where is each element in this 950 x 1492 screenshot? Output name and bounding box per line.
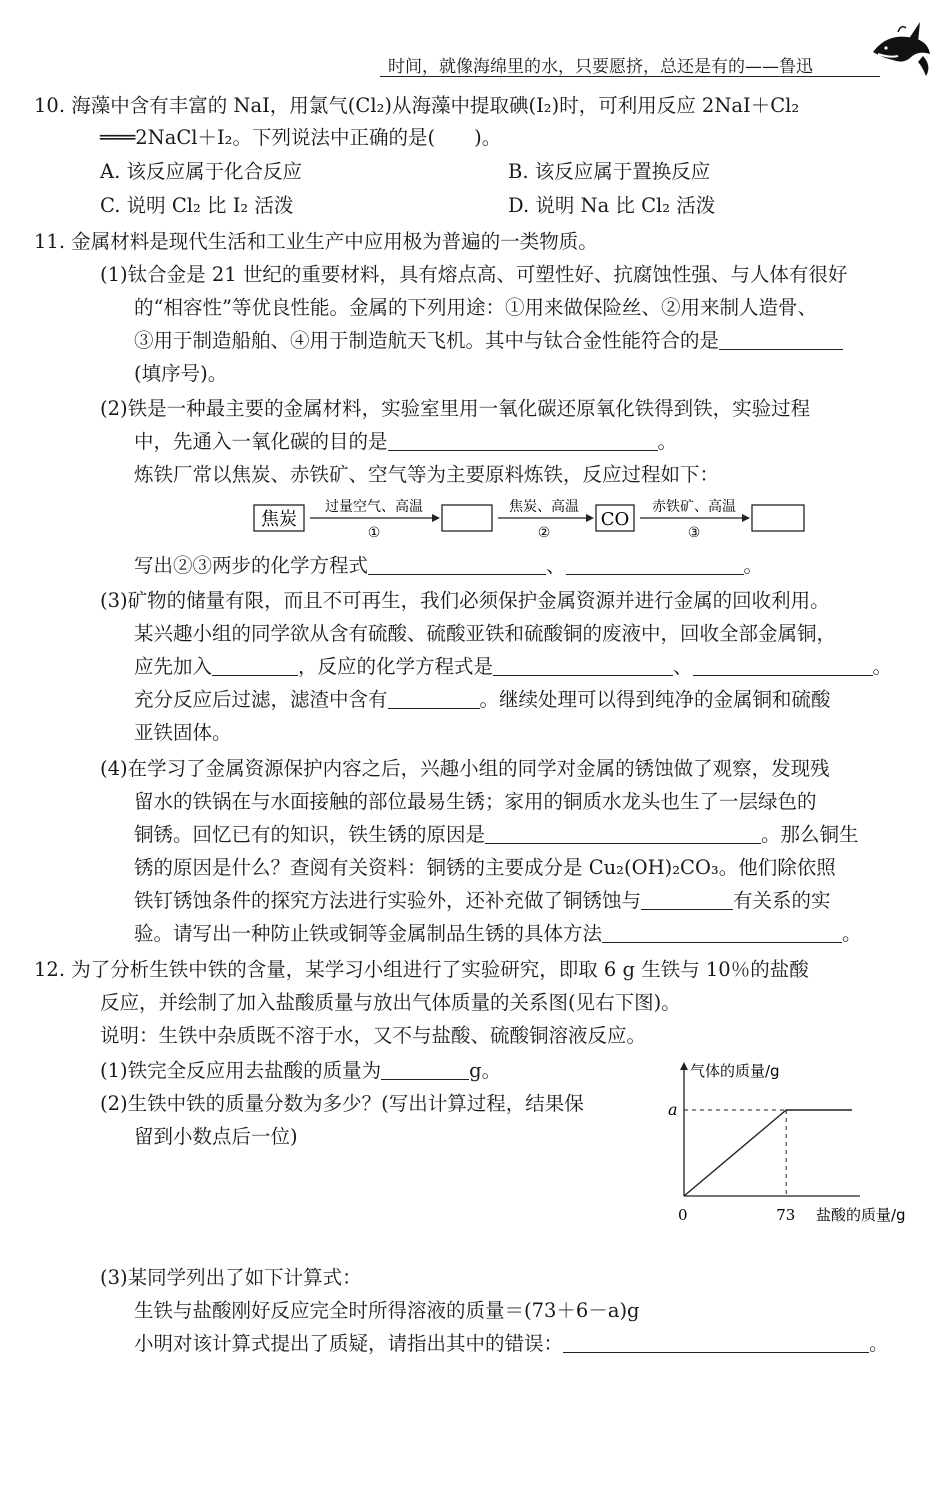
q12-sub2-line1: (2)生铁中铁的质量分数为多少？(写出计算过程，结果保 bbox=[100, 1092, 584, 1115]
header-motto: 时间，就像海绵里的水，只要愿挤，总还是有的——鲁迅 bbox=[388, 57, 813, 77]
flow-arrow-2-step: ② bbox=[537, 525, 551, 541]
q11-reaction-blank-1[interactable] bbox=[493, 657, 673, 676]
q11-part3-line3: 应先加入 ，反应的化学方程式是 、 。 bbox=[134, 655, 893, 678]
q11-part1-line4: (填序号)。 bbox=[134, 362, 228, 385]
q11-equation-blank-3[interactable] bbox=[566, 556, 744, 575]
q11-part3-line2: 某兴趣小组的同学欲从含有硫酸、硫酸亚铁和硫酸铜的废液中，回收全部金属铜， bbox=[134, 622, 837, 645]
flow-box-co-label: CO bbox=[600, 509, 630, 530]
gas-series-line bbox=[684, 1110, 852, 1196]
ironmaking-flow-diagram bbox=[252, 495, 812, 543]
flow-arrow-2-condition: 焦炭、高温 bbox=[509, 499, 579, 515]
q11-part1-line3: ③用于制造船舶、④用于制造航天飞机。其中与钛合金性能符合的是 bbox=[134, 331, 843, 351]
x-tick-label-73: 73 bbox=[776, 1206, 796, 1224]
q11-part3-line4: 充分反应后过滤，滤渣中含有 。继续处理可以得到纯净的金属铜和硫酸 bbox=[134, 688, 831, 711]
y-tick-label-a: a bbox=[668, 1100, 678, 1119]
flow-box-blank-2[interactable] bbox=[752, 505, 804, 531]
q11-part1-answer-blank[interactable] bbox=[719, 331, 843, 350]
flow-arrow-1-step: ① bbox=[367, 525, 381, 541]
q12-error-blank[interactable] bbox=[563, 1334, 869, 1353]
q11-part1-line1: (1)钛合金是 21 世纪的重要材料，具有熔点高、可塑性好、抗腐蚀性强、与人体有很好 bbox=[100, 263, 848, 286]
q10-option-d: D. 说明 Na 比 Cl₂ 活泼 bbox=[508, 194, 716, 217]
q10-stem-line1: 10. 海藻中含有丰富的 NaI，用氯气(Cl₂)从海藻中提取碘(I₂)时，可利用反应 2NaI＋Cl₂ bbox=[34, 94, 800, 117]
origin-label: 0 bbox=[678, 1206, 688, 1224]
q12-stem-line2: 反应，并绘制了加入盐酸质量与放出气体质量的关系图(见右下图)。 bbox=[100, 991, 681, 1014]
q11-part3-line1: (3)矿物的储量有限，而且不可再生，我们必须保护金属资源并进行金属的回收利用。 bbox=[100, 589, 830, 612]
q12-sub1: (1)铁完全反应用去盐酸的质量为 g。 bbox=[100, 1059, 502, 1082]
q11-reaction-blank-2[interactable] bbox=[693, 657, 873, 676]
q11-part4-line3: 铜锈。回忆已有的知识，铁生锈的原因是 。那么铜生 bbox=[134, 823, 859, 846]
q11-part1-line2: 的“相容性”等优良性能。金属的下列用途：①用来做保险丝、②用来制人造骨、 bbox=[134, 296, 817, 319]
q11-part2-line1: (2)铁是一种最主要的金属材料，实验室里用一氧化碳还原氧化铁得到铁，实验过程 bbox=[100, 397, 811, 420]
q10-stem-line2: ═══2NaCl＋I₂。下列说法中正确的是( )。 bbox=[100, 126, 502, 149]
q11-copper-rust-factor-blank[interactable] bbox=[641, 891, 733, 910]
q10-option-a: A. 该反应属于化合反应 bbox=[100, 160, 302, 183]
flow-arrow-3-step: ③ bbox=[687, 525, 701, 541]
q11-part4-line6: 验。请写出一种防止铁或铜等金属制品生锈的具体方法 。 bbox=[134, 922, 862, 945]
q12-sub2-line2: 留到小数点后一位) bbox=[134, 1125, 298, 1148]
q12-sub3-line1: (3)某同学列出了如下计算式： bbox=[100, 1266, 362, 1289]
q11-part4-line1: (4)在学习了金属资源保护内容之后，兴趣小组的同学对金属的锈蚀做了观察，发现残 bbox=[100, 757, 830, 780]
flow-arrow-1-condition: 过量空气、高温 bbox=[325, 499, 423, 515]
whale-icon bbox=[868, 14, 938, 84]
flow-box-coke-label: 焦炭 bbox=[261, 509, 297, 530]
q11-rust-cause-blank[interactable] bbox=[485, 825, 761, 844]
header-rule bbox=[380, 76, 880, 77]
flow-arrow-3 bbox=[742, 514, 750, 522]
q11-stem: 11. 金属材料是现代生活和工业生产中应用极为普遍的一类物质。 bbox=[34, 230, 598, 253]
q11-residue-blank[interactable] bbox=[388, 690, 480, 709]
q11-part2-purpose-blank[interactable] bbox=[388, 432, 658, 451]
q11-part2-line3: 炼铁厂常以焦炭、赤铁矿、空气等为主要原料炼铁，反应过程如下： bbox=[134, 463, 720, 486]
q10-option-b: B. 该反应属于置换反应 bbox=[508, 160, 711, 183]
q11-equation-blank-2[interactable] bbox=[368, 556, 546, 575]
gas-mass-chart bbox=[662, 1052, 932, 1232]
y-axis-arrow bbox=[680, 1062, 688, 1070]
x-axis-label: 盐酸的质量/g bbox=[816, 1206, 906, 1224]
y-axis-label: 气体的质量/g bbox=[690, 1062, 780, 1080]
q11-part4-line4: 锈的原因是什么？查阅有关资料：铜锈的主要成分是 Cu₂(OH)₂CO₃。他们除依照 bbox=[134, 856, 836, 879]
q10-option-c: C. 说明 Cl₂ 比 I₂ 活泼 bbox=[100, 194, 294, 217]
q12-note: 说明：生铁中杂质既不溶于水，又不与盐酸、硫酸铜溶液反应。 bbox=[100, 1024, 647, 1047]
q12-sub3-line3: 小明对该计算式提出了质疑，请指出其中的错误： 。 bbox=[134, 1332, 889, 1355]
q11-part2-line4: 写出②③两步的化学方程式 、 。 bbox=[134, 554, 764, 577]
flow-arrow-2 bbox=[586, 514, 594, 522]
q11-reagent-blank[interactable] bbox=[212, 657, 298, 676]
q11-prevention-blank[interactable] bbox=[602, 924, 842, 943]
q12-acid-mass-blank[interactable] bbox=[381, 1061, 469, 1080]
q11-part2-line2: 中，先通入一氧化碳的目的是 。 bbox=[134, 430, 678, 453]
q11-part4-line2: 留水的铁锅在与水面接触的部位最易生锈；家用的铜质水龙头也生了一层绿色的 bbox=[134, 790, 817, 813]
q11-part3-line5: 亚铁固体。 bbox=[134, 721, 232, 744]
flow-arrow-3-condition: 赤铁矿、高温 bbox=[652, 499, 736, 515]
q11-part4-line5: 铁钉锈蚀条件的探究方法进行实验外，还补充做了铜锈蚀与 有关系的实 bbox=[134, 889, 831, 912]
flow-arrow-1 bbox=[432, 514, 440, 522]
q12-sub3-line2: 生铁与盐酸刚好反应完全时所得溶液的质量＝(73＋6－a)g bbox=[134, 1299, 640, 1322]
q12-stem-line1: 12. 为了分析生铁中铁的含量，某学习小组进行了实验研究，即取 6 g 生铁与 10％的盐酸 bbox=[34, 958, 809, 981]
flow-box-blank-1[interactable] bbox=[442, 505, 492, 531]
